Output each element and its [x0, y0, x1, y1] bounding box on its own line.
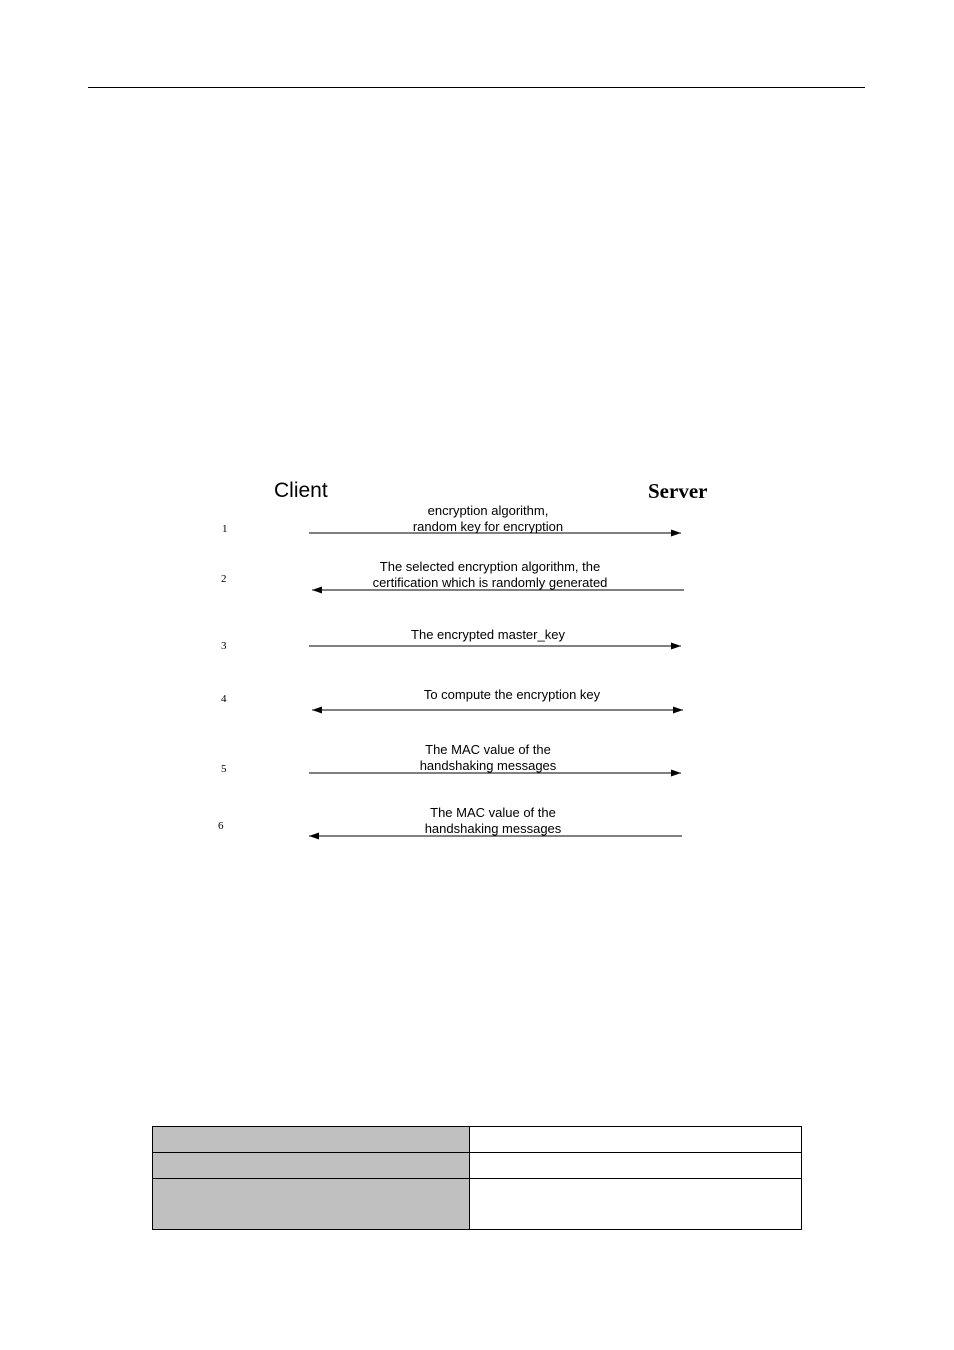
table-value-cell [470, 1127, 802, 1153]
arrowhead-left-icon [312, 707, 322, 714]
step-label: The encrypted master_key [411, 627, 565, 642]
table-row [153, 1153, 802, 1179]
sequence-step [222, 503, 681, 537]
sequence-step [221, 559, 684, 594]
step-label: handshaking messages [424, 821, 562, 836]
step-number: 4 [221, 693, 227, 705]
table-key-cell [153, 1127, 470, 1153]
steps-group [218, 503, 684, 840]
step-number: 1 [222, 523, 228, 535]
arrowhead-right-icon [671, 770, 681, 777]
arrowhead-right-icon [671, 643, 681, 650]
info-table [152, 1126, 802, 1230]
table-value-cell [470, 1153, 802, 1179]
table-key-cell [153, 1153, 470, 1179]
actor-client: Client [274, 479, 328, 502]
step-label: random key for encryption [412, 519, 564, 534]
step-label: To compute the encryption key [423, 687, 601, 702]
actor-server: Server [648, 479, 708, 503]
arrowhead-left-icon [309, 833, 319, 840]
arrowhead-right-icon [673, 707, 683, 714]
table-value-cell [470, 1179, 802, 1230]
step-label: The selected encryption algorithm, the [379, 559, 601, 574]
step-label: encryption algorithm, [427, 503, 549, 518]
step-label: handshaking messages [419, 758, 557, 773]
step-number: 3 [221, 640, 227, 652]
step-label: The MAC value of the [425, 742, 551, 757]
table-row [153, 1179, 802, 1230]
sequence-step [221, 742, 681, 777]
sequence-step [221, 687, 683, 714]
sequence-step [218, 805, 682, 840]
step-number: 2 [221, 573, 227, 585]
step-number: 5 [221, 763, 227, 775]
table-key-cell [153, 1179, 470, 1230]
step-label: The MAC value of the [430, 805, 556, 820]
step-number: 6 [218, 820, 224, 832]
table-row [153, 1127, 802, 1153]
arrowhead-right-icon [671, 530, 681, 537]
step-label: certification which is randomly generated [372, 575, 608, 590]
arrowhead-left-icon [312, 587, 322, 594]
sequence-step [221, 627, 681, 652]
